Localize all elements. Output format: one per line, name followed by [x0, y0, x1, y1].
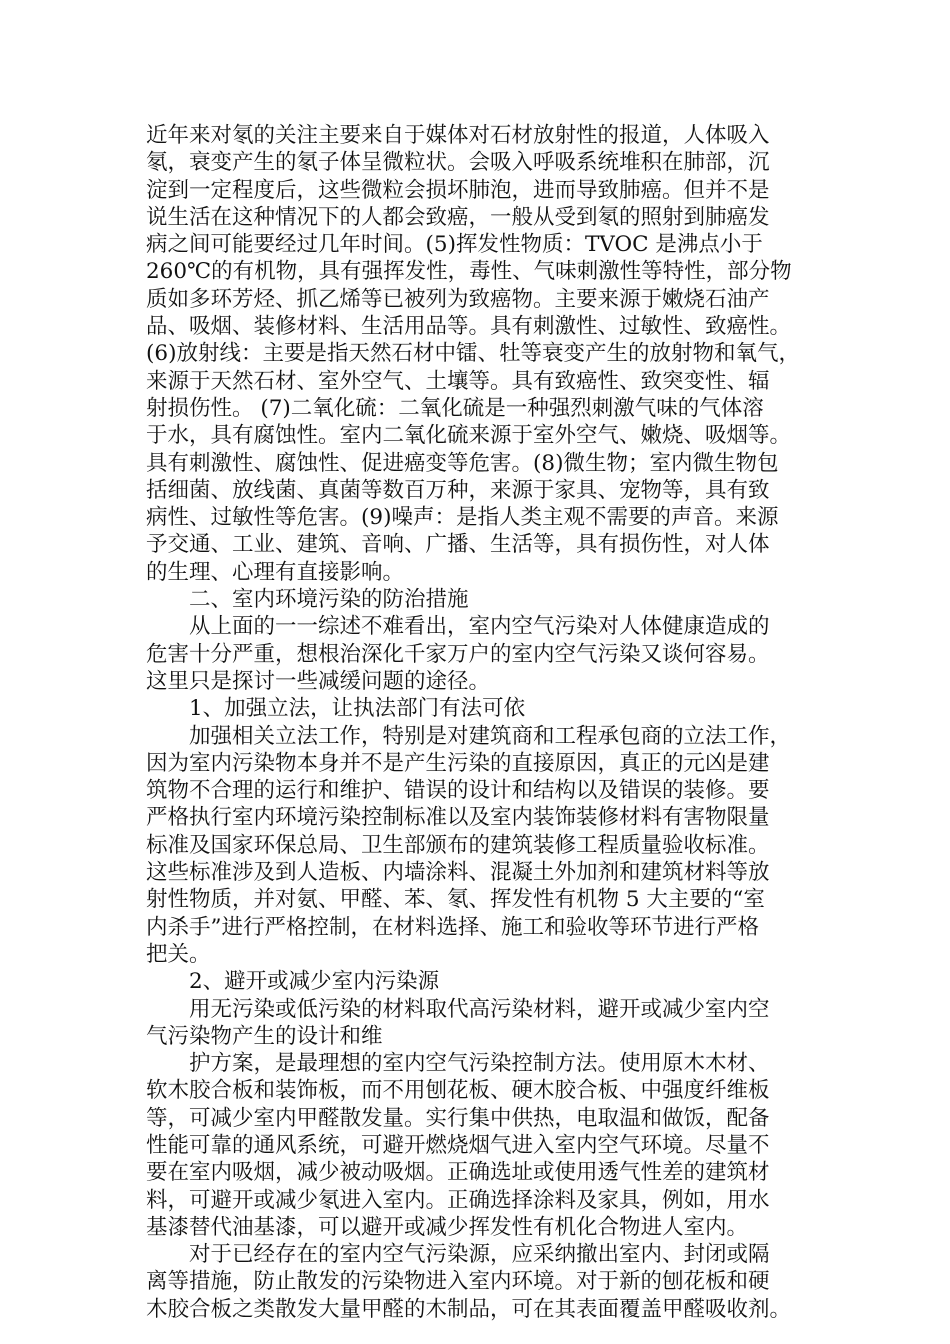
- text-line: 护方案，是最理想的室内空气污染控制方法。使用原木木材、: [189, 1051, 770, 1077]
- text-line: 因为室内污染物本身并不是产生污染的直接原因，真正的元凶是建: [146, 750, 770, 776]
- text-line: 软木胶合板和装饰板，而不用刨花板、硬木胶合板、中强度纤维板: [146, 1078, 770, 1104]
- text-line: 氡，衰变产生的氡子体呈微粒状。会吸入呼吸系统堆积在肺部，沉: [146, 150, 770, 176]
- text-line: 内杀手”进行严格控制，在材料选择、施工和验收等环节进行严格: [146, 914, 759, 940]
- text-line: 予交通、工业、建筑、音响、广播、生活等，具有损伤性，对人体: [146, 532, 770, 558]
- document-body: [146, 122, 810, 1323]
- text-line: 严格执行室内环境污染控制标准以及室内装饰装修材料有害物限量: [146, 805, 770, 831]
- text-line: 加强相关立法工作，特别是对建筑商和工程承包商的立法工作，: [189, 723, 792, 749]
- text-line: 用无污染或低污染的材料取代高污染材料，避开或减少室内空: [189, 996, 770, 1022]
- text-line: 近年来对氡的关注主要来自于媒体对石材放射性的报道，人体吸入: [146, 123, 770, 148]
- text-line: 品、吸烟、装修材料、生活用品等。具有刺激性、过敏性、致癌性。: [146, 314, 792, 340]
- text-line: 性能可靠的通风系统，可避开燃烧烟气进入室内空气环境。尽量不: [146, 1132, 770, 1158]
- text-line: 等，可减少室内甲醛散发量。实行集中供热，电取温和做饭，配备: [146, 1105, 770, 1131]
- text-line: 括细菌、放线菌、真菌等数百万种，来源于家具、宠物等，具有致: [146, 477, 770, 503]
- text-line: 基漆替代油基漆，可以避开或减少挥发性有机化合物进人室内。: [146, 1214, 749, 1240]
- section-heading: 二、室内环境污染的防治措施: [189, 587, 469, 613]
- text-line: 射性物质，并对氨、甲醛、苯、氡、挥发性有机物 5 大主要的“室: [146, 887, 765, 913]
- text-line: 来源于天然石材、室外空气、土壤等。具有致癌性、致突变性、辐: [146, 368, 770, 394]
- text-line: 说生活在这种情况下的人都会致癌，一般从受到氡的照射到肺癌发: [146, 204, 770, 230]
- text-line: 这里只是探讨一些减缓问题的途径。: [146, 668, 491, 694]
- text-line: 质如多环芳烃、抓乙烯等已被列为致癌物。主要来源于嫩烧石油产: [146, 286, 770, 312]
- subsection-heading: 2、避开或减少室内污染源: [189, 969, 440, 995]
- text-line: 危害十分严重，想根治深化千家万户的室内空气污染又谈何容易。: [146, 641, 770, 667]
- text-line: 要在室内吸烟，减少被动吸烟。正确选址或使用透气性差的建筑材: [146, 1160, 770, 1186]
- text-line: 淀到一定程度后，这些微粒会损坏肺泡，进而导致肺癌。但并不是: [146, 177, 770, 203]
- text-line: 射损伤性。 (7)二氧化硫：二氧化硫是一种强烈刺激气味的气体溶: [146, 395, 764, 421]
- text-line: 木胶合板之类散发大量甲醛的木制品，可在其表面覆盖甲醛吸收剂。: [146, 1296, 792, 1322]
- text-line: 标准及国家环保总局、卫生部颁布的建筑装修工程质量验收标准。: [146, 832, 770, 858]
- text-line: 把关。: [146, 941, 211, 967]
- subsection-heading: 1、加强立法，让执法部门有法可依: [189, 696, 526, 722]
- text-line: 气污染物产生的设计和维: [146, 1023, 383, 1049]
- text-line: (6)放射线：主要是指天然石材中镭、牡等衰变产生的放射物和氧气，: [146, 341, 800, 367]
- text-line: 病之间可能要经过几年时间。(5)挥发性物质：TVOC 是沸点小于: [146, 232, 763, 258]
- text-line: 对于已经存在的室内空气污染源，应采纳撤出室内、封闭或隔: [189, 1242, 770, 1268]
- text-line: 料，可避开或减少氡进入室内。正确选择涂料及家具，例如，用水: [146, 1187, 770, 1213]
- text-line: 离等措施，防止散发的污染物进入室内环境。对于新的刨花板和硬: [146, 1269, 770, 1295]
- text-line: 这些标准涉及到人造板、内墙涂料、混凝土外加剂和建筑材料等放: [146, 860, 770, 886]
- text-line: 具有刺激性、腐蚀性、促进癌变等危害。(8)微生物；室内微生物包: [146, 450, 779, 476]
- text-line: 的生理、心理有直接影响。: [146, 559, 405, 585]
- text-line: 260℃的有机物，具有强挥发性，毒性、气味刺激性等特性，部分物: [146, 259, 792, 285]
- text-line: 病性、过敏性等危害。(9)噪声：是指人类主观不需要的声音。来源: [146, 505, 779, 531]
- text-line: 筑物不合理的运行和维护、错误的设计和结构以及错误的装修。要: [146, 778, 770, 804]
- text-line: 从上面的一一综述不难看出，室内空气污染对人体健康造成的: [189, 614, 770, 640]
- text-line: 于水，具有腐蚀性。室内二氧化硫来源于室外空气、嫩烧、吸烟等。: [146, 423, 792, 449]
